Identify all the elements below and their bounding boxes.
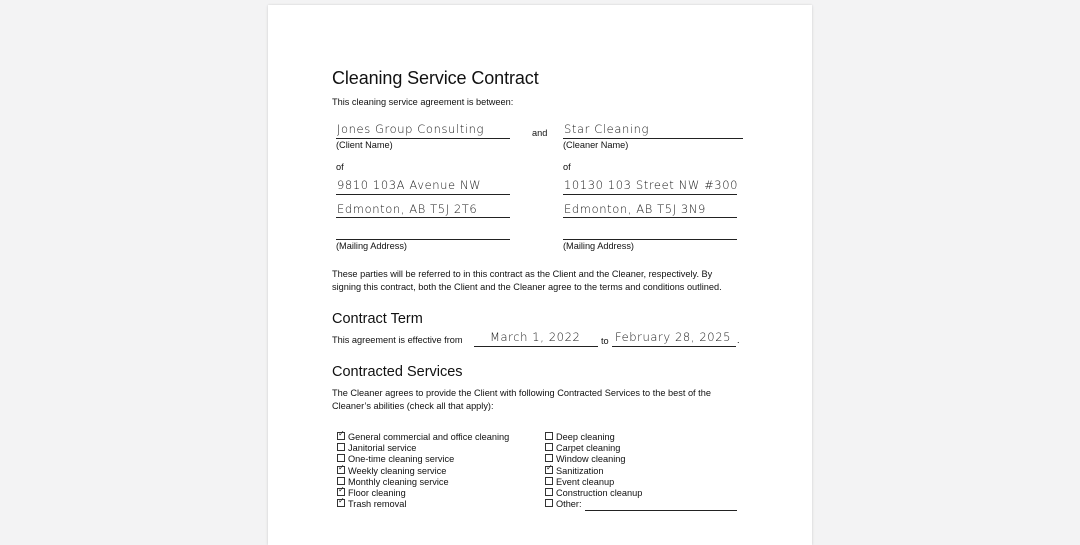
- start-date-field[interactable]: March 1, 2022: [490, 330, 581, 344]
- services-text-1: The Cleaner agrees to provide the Client with following Contracted Services to the best of the: [332, 388, 711, 398]
- end-date-line: [612, 346, 736, 347]
- cleaner-name-field[interactable]: Star Cleaning: [564, 122, 650, 136]
- service-option-label: Floor cleaning: [348, 488, 406, 498]
- service-option-left-4[interactable]: [337, 477, 449, 488]
- services-text-2: Cleaner’s abilities (check all that apply):: [332, 401, 494, 411]
- service-option-label: Sanitization: [556, 465, 604, 476]
- checked-checkbox-icon[interactable]: [337, 496, 345, 507]
- end-date-field[interactable]: February 28, 2025: [615, 330, 732, 344]
- service-option-right-5[interactable]: [545, 488, 642, 499]
- cleaner-name-label: (Cleaner Name): [563, 140, 629, 150]
- service-option-left-6[interactable]: [337, 496, 407, 510]
- service-option-right-4[interactable]: [545, 477, 614, 488]
- cleaner-of-label: of: [563, 162, 571, 172]
- cleaner-address-label: (Mailing Address): [563, 241, 634, 251]
- and-label: and: [532, 128, 548, 138]
- cleaner-address-line1[interactable]: 10130 103 Street NW #300: [564, 178, 739, 192]
- cleaner-address-line2[interactable]: Edmonton, AB T5J 3N9: [564, 202, 706, 216]
- service-option-right-0[interactable]: [545, 432, 615, 443]
- service-option-label: Janitorial service: [348, 443, 417, 454]
- to-label: to: [601, 336, 609, 346]
- service-option-left-0[interactable]: [337, 429, 510, 443]
- checkmark-icon: ✓: [338, 496, 345, 506]
- parties-text-1: These parties will be referred to in this contract as the Client and the Cleaner, respectively. By: [332, 269, 713, 279]
- end-punct: .: [737, 335, 740, 345]
- service-option-right-2[interactable]: [545, 454, 625, 465]
- checkbox-icon[interactable]: [545, 432, 553, 440]
- service-option-left-5[interactable]: [337, 485, 406, 499]
- client-address-label: (Mailing Address): [336, 241, 407, 251]
- client-address2-line: [336, 217, 510, 218]
- intro-text: This cleaning service agreement is between:: [332, 97, 514, 107]
- service-option-left-2[interactable]: [337, 454, 454, 465]
- service-option-label: Trash removal: [348, 499, 407, 510]
- service-option-label: Weekly cleaning service: [348, 465, 447, 476]
- checkbox-icon[interactable]: [545, 499, 553, 507]
- service-option-label: Deep cleaning: [556, 432, 615, 442]
- checkbox-icon[interactable]: [337, 443, 345, 451]
- client-address-line2[interactable]: Edmonton, AB T5J 2T6: [337, 202, 478, 216]
- checked-checkbox-icon[interactable]: [337, 429, 345, 440]
- client-address1-line: [336, 194, 510, 195]
- client-of-label: of: [336, 162, 344, 172]
- checkmark-icon: ✓: [338, 485, 345, 494]
- page-title: Cleaning Service Contract: [332, 68, 539, 88]
- service-option-left-1[interactable]: [337, 443, 416, 454]
- cleaner-address1-line: [563, 194, 737, 195]
- service-option-right-3[interactable]: [545, 462, 604, 477]
- service-option-label: Carpet cleaning: [556, 443, 621, 454]
- client-name-label: (Client Name): [336, 140, 393, 150]
- client-name-field[interactable]: Jones Group Consulting: [337, 122, 485, 136]
- service-option-right-6[interactable]: [545, 499, 582, 510]
- checkbox-icon[interactable]: [545, 477, 553, 485]
- start-date-line: [474, 346, 598, 347]
- checkbox-icon[interactable]: [337, 454, 345, 462]
- checkbox-icon[interactable]: [545, 443, 553, 451]
- service-option-label: One-time cleaning service: [348, 454, 455, 465]
- service-option-left-3[interactable]: [337, 462, 447, 477]
- service-option-label: Event cleanup: [556, 476, 615, 487]
- service-option-label: General commercial and office cleaning: [348, 432, 510, 442]
- checkmark-icon: ✓: [338, 462, 345, 472]
- cleaner-address2-line: [563, 217, 737, 218]
- checked-checkbox-icon[interactable]: [545, 462, 553, 474]
- checkbox-icon[interactable]: [545, 488, 553, 496]
- contracted-services-heading: Contracted Services: [332, 364, 463, 380]
- checkmark-icon: ✓: [546, 462, 553, 472]
- client-address-line1[interactable]: 9810 103A Avenue NW: [337, 178, 482, 192]
- checked-checkbox-icon[interactable]: [337, 462, 345, 474]
- checkmark-icon: ✓: [338, 429, 345, 438]
- service-option-label: Construction cleanup: [556, 488, 643, 498]
- service-option-right-1[interactable]: [545, 443, 620, 454]
- checkbox-icon[interactable]: [545, 454, 553, 462]
- service-option-label: Other:: [556, 499, 582, 510]
- parties-text-2: signing this contract, both the Client and the Cleaner agree to the terms and conditions outlined.: [332, 282, 722, 292]
- other-input-line[interactable]: [585, 510, 737, 511]
- checked-checkbox-icon[interactable]: [337, 485, 345, 496]
- effective-from-text: This agreement is effective from: [332, 335, 463, 345]
- contract-term-heading: Contract Term: [332, 311, 423, 327]
- checkbox-icon[interactable]: [337, 477, 345, 485]
- service-option-label: Monthly cleaning service: [348, 476, 449, 487]
- contract-page: [268, 5, 812, 545]
- service-option-label: Window cleaning: [556, 454, 626, 465]
